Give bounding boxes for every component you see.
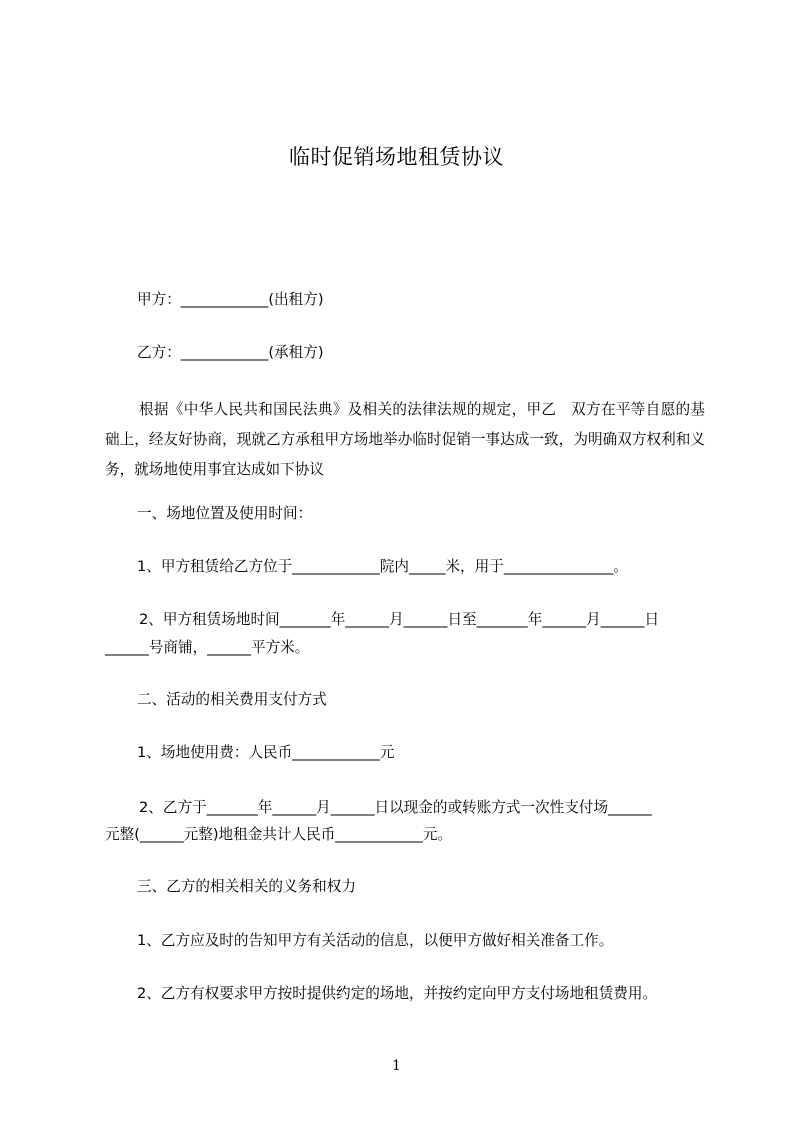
section-2-item-2-line-1: 2、乙方于_______年______月______日以现金的或转账方式一次性支付场______ <box>139 799 652 816</box>
party-b-line: 乙方：____________(承租方) <box>137 344 324 361</box>
section-2-item-1: 1、场地使用费：人民币____________元 <box>137 744 395 761</box>
section-1-item-2-line-1: 2、甲方租赁场地时间_______年______月______日至_______年______月______日 <box>139 611 660 628</box>
section-1-item-2-line-2: ______号商铺，______平方米。 <box>105 639 310 656</box>
section-2-item-2-line-2: 元整(______元整)地租金共计人民币____________元。 <box>105 826 453 843</box>
page-number: 1 <box>392 1058 401 1074</box>
section-3-item-1: 1、乙方应及时的告知甲方有关活动的信息，以便甲方做好相关准备工作。 <box>137 932 614 949</box>
party-a-line: 甲方：____________(出租方) <box>137 291 324 308</box>
section-3-heading: 三、乙方的相关相关的义务和权力 <box>137 878 356 895</box>
section-2-heading: 二、活动的相关费用支付方式 <box>137 691 327 708</box>
section-1-heading: 一、场地位置及使用时间： <box>137 505 313 522</box>
section-1-item-1: 1、甲方租赁给乙方位于____________院内_____米，用于_______________。 <box>137 558 628 575</box>
document-title: 临时促销场地租赁协议 <box>289 145 504 169</box>
section-3-item-2: 2、乙方有权要求甲方按时提供约定的场地，并按约定向甲方支付场地租赁费用。 <box>137 985 658 1002</box>
preamble-paragraph: 根据《中华人民共和国民法典》及相关的法律法规的规定，甲乙 双方在平等自愿的基础上，经友好协商，现就乙方承租甲方场地举办临时促销一事达成一致，为明确双方权利和义务，就场地使用事宜达成如下协议 <box>105 401 705 478</box>
